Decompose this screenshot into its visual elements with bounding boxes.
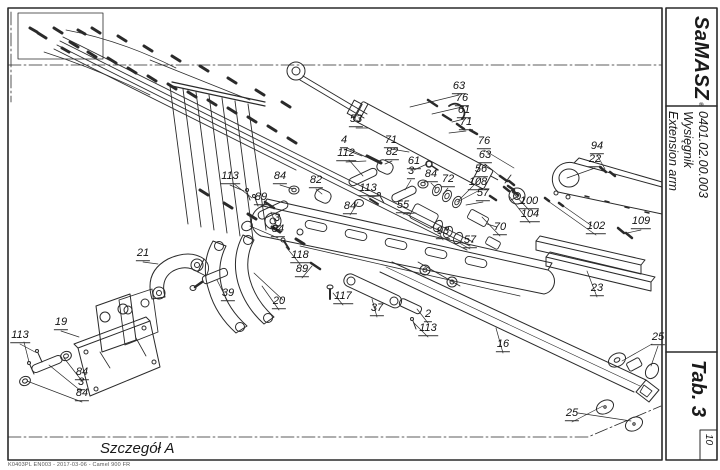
leader-lines-extra xyxy=(24,148,652,421)
part-label-113: 113 xyxy=(419,322,437,335)
title-block xyxy=(666,111,710,349)
part-label-71: 71 xyxy=(384,134,398,147)
part-label-84: 84 xyxy=(424,168,438,181)
part-label-89: 89 xyxy=(254,191,268,204)
part-label-37: 37 xyxy=(370,302,384,315)
part-label-57: 57 xyxy=(476,187,490,200)
part-label-53: 53 xyxy=(349,113,363,126)
part-label-93: 93 xyxy=(436,225,450,238)
part-label-23: 23 xyxy=(590,282,604,295)
part-label-22: 22 xyxy=(588,153,602,166)
brand-name: SaMASZ xyxy=(690,16,712,101)
part-label-76: 76 xyxy=(455,92,469,105)
page-frame xyxy=(8,8,717,460)
part-label-84: 84 xyxy=(75,366,89,379)
part-label-57: 57 xyxy=(463,234,477,247)
part-label-84: 84 xyxy=(75,387,89,400)
registered-mark: ® xyxy=(697,102,704,108)
detail-boundary-lines xyxy=(8,12,662,437)
part-label-61: 61 xyxy=(457,104,471,117)
part-label-3: 3 xyxy=(77,376,85,389)
part-label-39: 39 xyxy=(221,287,235,300)
part-label-113: 113 xyxy=(11,329,29,342)
curved-links-20 xyxy=(205,235,274,333)
part-name-en: Extension arm xyxy=(666,111,681,191)
part-label-82: 82 xyxy=(385,146,399,159)
part-label-94: 94 xyxy=(590,140,604,153)
lower-pins xyxy=(18,267,228,387)
tab-label: Tab. 3 xyxy=(687,360,709,418)
part-label-104: 104 xyxy=(520,208,540,221)
brand-logo xyxy=(689,14,712,108)
part-label-25: 25 xyxy=(651,331,665,344)
part-label-84: 84 xyxy=(273,170,287,183)
part-label-71: 71 xyxy=(459,116,473,129)
main-arm-plate xyxy=(251,199,554,296)
part-label-118: 118 xyxy=(291,249,309,262)
mount-bracket xyxy=(74,289,160,396)
part-label-3: 3 xyxy=(273,212,281,225)
part-label-16: 16 xyxy=(496,338,510,351)
part-label-84: 84 xyxy=(343,200,357,213)
part-label-70: 70 xyxy=(493,221,507,234)
part-label-113: 113 xyxy=(359,182,377,195)
part-label-2: 2 xyxy=(424,308,432,321)
part-label-117: 117 xyxy=(334,290,352,303)
part-label-55: 55 xyxy=(396,199,410,212)
part-label-19: 19 xyxy=(54,316,68,329)
part-label-108: 108 xyxy=(468,176,488,189)
part-label-4: 4 xyxy=(340,134,348,147)
part-label-21: 21 xyxy=(136,247,150,260)
part-label-76: 76 xyxy=(477,135,491,148)
part-name-pl: Wysięgnik xyxy=(681,111,696,168)
part-label-84: 84 xyxy=(271,223,285,236)
hose-fitting-cluster xyxy=(30,28,473,250)
part-label-56: 56 xyxy=(474,163,488,176)
part-label-113: 113 xyxy=(221,170,239,183)
part-label-109: 109 xyxy=(631,215,651,228)
part-label-20: 20 xyxy=(272,295,286,308)
part-label-63: 63 xyxy=(452,80,466,93)
detail-caption: Szczegół A xyxy=(100,440,175,457)
part-label-112: 112 xyxy=(337,147,355,160)
part-label-61: 61 xyxy=(407,155,421,168)
drawing-number: 0401.02.00.003 xyxy=(696,111,710,198)
curved-link-21 xyxy=(150,254,209,299)
part-label-72: 72 xyxy=(441,173,455,186)
part-label-25: 25 xyxy=(565,407,579,420)
part-label-63: 63 xyxy=(478,149,492,162)
part-label-100: 100 xyxy=(519,195,539,208)
footer-doc-code: K0403PL EN003 - 2017-03-06 - Camel 900 FR xyxy=(8,462,131,468)
part-label-102: 102 xyxy=(586,220,606,233)
part-label-3: 3 xyxy=(407,165,415,178)
page-number: 10 xyxy=(703,434,714,446)
part-label-89: 89 xyxy=(295,263,309,276)
part-label-82: 82 xyxy=(309,174,323,187)
